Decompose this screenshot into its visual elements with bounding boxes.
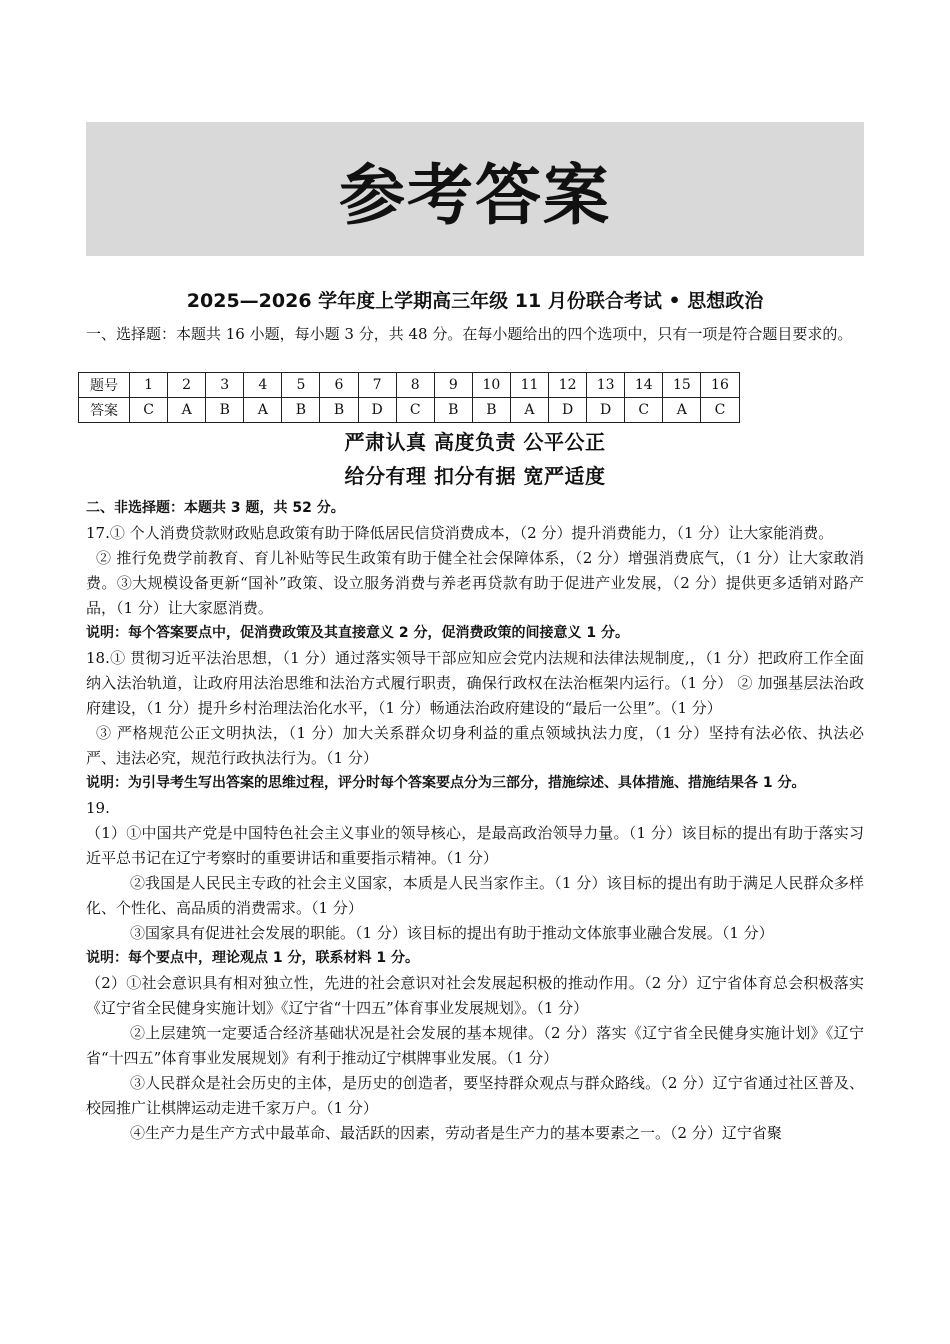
answer-cell: A <box>168 398 206 423</box>
table-header-cell: 答案 <box>79 398 130 423</box>
section1-intro <box>86 322 864 347</box>
question-number-cell: 13 <box>587 373 625 398</box>
q19-label: 19. <box>86 799 110 817</box>
answer-table-number-row <box>79 373 740 398</box>
question-number-cell: 8 <box>396 373 434 398</box>
question-number-cell: 7 <box>358 373 396 398</box>
answer-cell: A <box>244 398 282 423</box>
q19-part2-answer-4: ④生产力是生产方式中最革命、最活跃的因素，劳动者是生产力的基本要素之一。（2 分）辽宁省聚 <box>130 1124 782 1142</box>
question-number-cell: 16 <box>701 373 739 398</box>
answer-table-answer-row <box>79 398 740 423</box>
answer-cell: A <box>510 398 548 423</box>
section2-title: 二、非选择题：本题共 3 题，共 52 分。 <box>86 500 345 516</box>
answer-cell: B <box>472 398 510 423</box>
grading-slogan-2: 给分有理 扣分有据 宽严适度 <box>344 464 606 488</box>
section2 <box>86 496 864 1146</box>
answer-cell: D <box>549 398 587 423</box>
q19-part2-answer-2: ②上层建筑一定要适合经济基础状况是社会发展的基本规律。（2 分）落实《辽宁省全民健身实施计划》《辽宁省“十四五”体育事业发展规划》有利于推动辽宁棋牌事业发展。（1 分） <box>86 1024 864 1067</box>
question-number-cell: 1 <box>130 373 168 398</box>
question-number-cell: 3 <box>206 373 244 398</box>
question-number-cell: 10 <box>472 373 510 398</box>
answer-cell: B <box>434 398 472 423</box>
banner-title: 参考答案 <box>339 155 611 234</box>
exam-title: 2025—2026 学年度上学期高三年级 11 月份联合考试 • 思想政治 <box>186 290 764 312</box>
question-number-cell: 11 <box>510 373 548 398</box>
q19-note: 说明：每个要点中，理论观点 1 分，联系材料 1 分。 <box>86 950 419 966</box>
answer-cell: D <box>358 398 396 423</box>
question-number-cell: 5 <box>282 373 320 398</box>
section1-intro-text: 一、选择题：本题共 16 小题，每小题 3 分，共 48 分。在每小题给出的四个选项中，只有一项是符合题目要求的。 <box>86 325 853 343</box>
question-number-cell: 6 <box>320 373 358 398</box>
q19-part1-answer-3: ③国家具有促进社会发展的职能。（1 分）该目标的提出有助于推动文体旅事业融合发展。（1 分） <box>130 924 774 942</box>
question-number-cell: 4 <box>244 373 282 398</box>
answer-table <box>78 372 740 423</box>
q18-answer-1: 18.① 贯彻习近平法治思想，（1 分）通过落实领导干部应知应会党内法规和法律法规制度,，（1 分）把政府工作全面纳入法治轨道，让政府用法治思维和法治方式履行职责，确保行政权在法治框架内运行。（1 分） ② 加强基层法治政府建设，（1 分）提升乡村治理法治化水平，（1 分）畅通法治政府建设的“最后一公里”。（1 分） <box>86 649 864 717</box>
answer-cell: D <box>587 398 625 423</box>
question-number-cell: 9 <box>434 373 472 398</box>
answer-cell: B <box>282 398 320 423</box>
q18-answer-2: ③ 严格规范公正文明执法，（1 分）加大关系群众切身利益的重点领域执法力度，（1 分）坚持有法必依、执法必严、违法必究，规范行政执法行为。（1 分） <box>86 724 864 767</box>
q17-answer-2: ② 推行免费学前教育、育儿补贴等民生政策有助于健全社会保障体系，（2 分）增强消费底气，（1 分）让大家敢消费。③大规模设备更新“国补”政策、设立服务消费与养老再贷款有助于促进产业发展，（2 分）提供更多适销对路产品，（1 分）让大家愿消费。 <box>86 549 864 617</box>
table-header-cell: 题号 <box>79 373 130 398</box>
grading-slogan-1: 严肃认真 高度负责 公平公正 <box>344 430 606 454</box>
question-number-cell: 2 <box>168 373 206 398</box>
answer-cell: C <box>701 398 739 423</box>
q19-part1-answer-1: （1）①中国共产党是中国特色社会主义事业的领导核心，是最高政治领导力量。（1 分）该目标的提出有助于落实习近平总书记在辽宁考察时的重要讲话和重要指示精神。（1 分） <box>86 824 864 867</box>
q19-part2-answer-3: ③人民群众是社会历史的主体，是历史的创造者，要坚持群众观点与群众路线。（2 分）辽宁省通过社区普及、校园推广让棋牌运动走进千家万户。（1 分） <box>86 1074 864 1117</box>
answer-cell: C <box>625 398 663 423</box>
question-number-cell: 12 <box>549 373 587 398</box>
answer-cell: B <box>206 398 244 423</box>
answer-cell: A <box>663 398 701 423</box>
title-banner <box>86 122 864 256</box>
question-number-cell: 15 <box>663 373 701 398</box>
answer-cell: B <box>320 398 358 423</box>
q18-note: 说明：为引导考生写出答案的思维过程，评分时每个答案要点分为三部分，措施综述、具体措施、措施结果各 1 分。 <box>86 775 806 791</box>
q19-part1-answer-2: ②我国是人民民主专政的社会主义国家，本质是人民当家作主。（1 分）该目标的提出有助于满足人民群众多样化、个性化、高品质的消费需求。（1 分） <box>86 874 864 917</box>
question-number-cell: 14 <box>625 373 663 398</box>
answer-cell: C <box>396 398 434 423</box>
q19-part2-answer-1: （2）①社会意识具有相对独立性，先进的社会意识对社会发展起积极的推动作用。（2 分）辽宁省体育总会积极落实《辽宁省全民健身实施计划》《辽宁省“十四五”体育事业发展规划》。（1 分） <box>86 974 864 1017</box>
q17-answer-1: 17.① 个人消费贷款财政贴息政策有助于降低居民信贷消费成本，（2 分）提升消费能力，（1 分）让大家能消费。 <box>86 524 834 542</box>
answer-cell: C <box>130 398 168 423</box>
q17-note: 说明：每个答案要点中，促消费政策及其直接意义 2 分，促消费政策的间接意义 1 分。 <box>86 625 629 641</box>
